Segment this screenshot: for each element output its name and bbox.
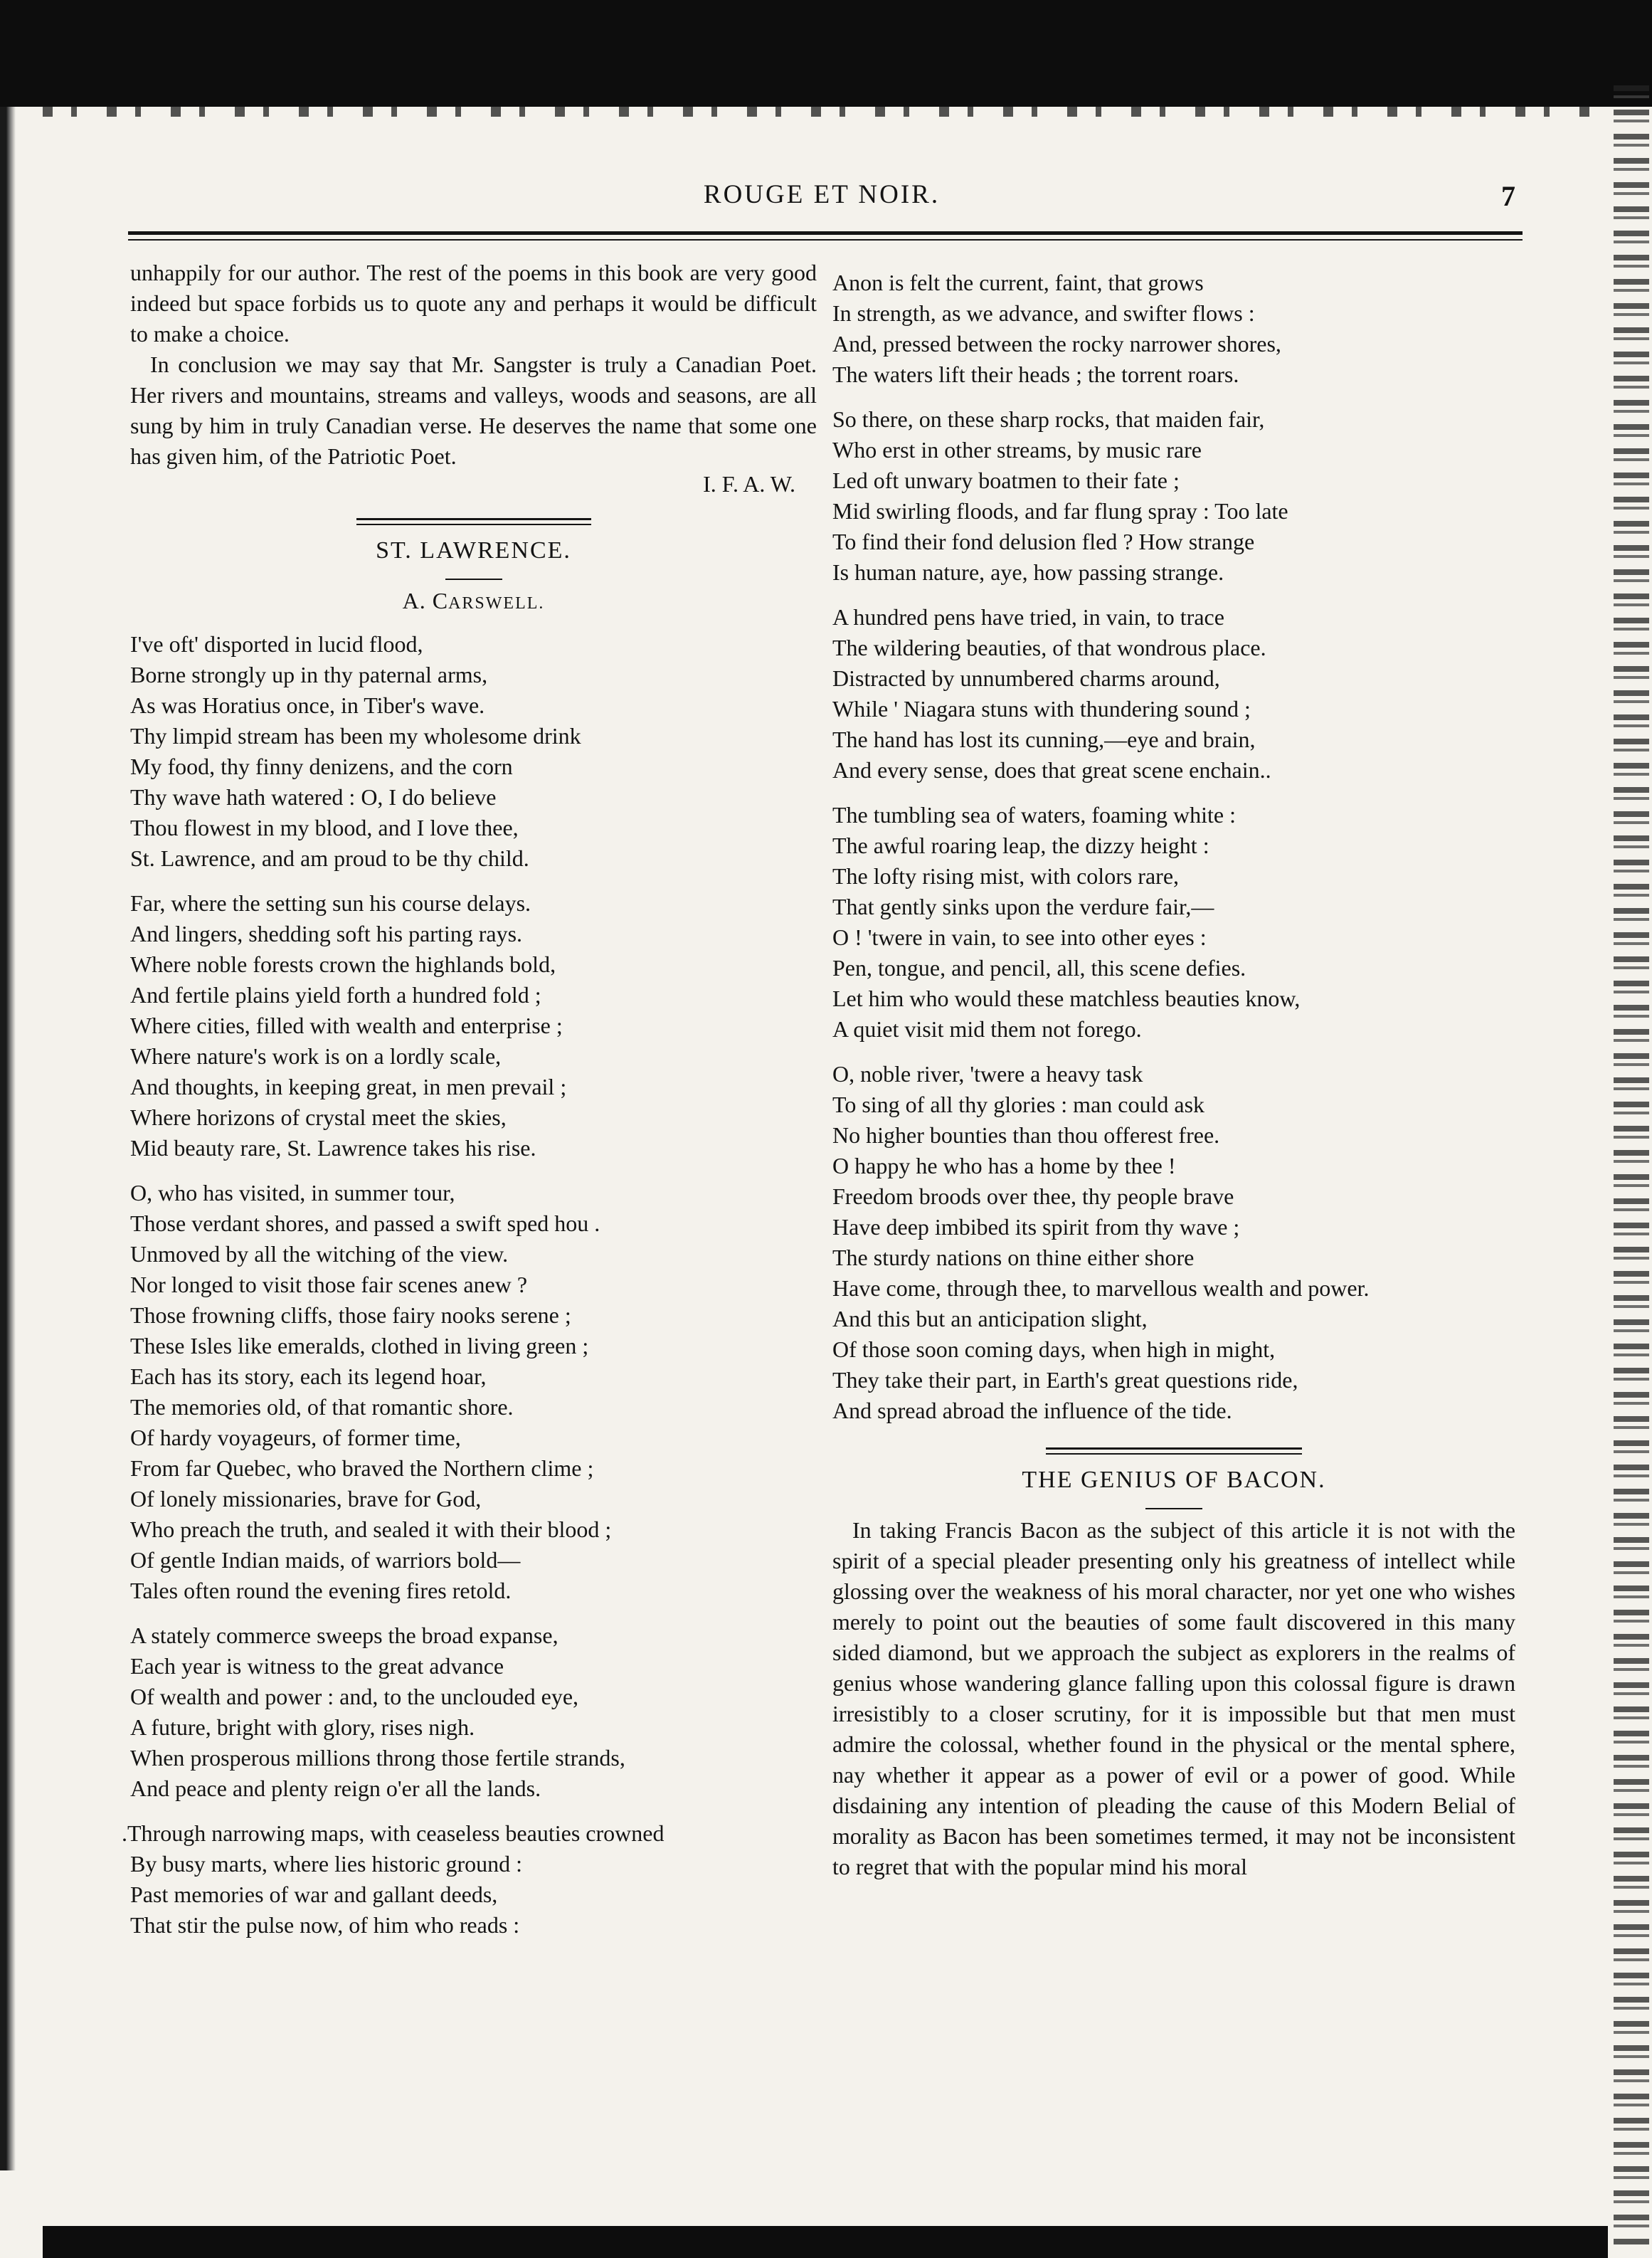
poem-line: Pen, tongue, and pencil, all, this scene defies. <box>832 955 1246 981</box>
scan-border-left <box>0 107 16 2170</box>
poem-line: Past memories of war and gallant deeds, <box>130 1882 498 1907</box>
poem-line: My food, thy finny denizens, and the corn <box>130 754 513 779</box>
poem-line: So there, on these sharp rocks, that maiden fair, <box>832 406 1265 432</box>
poem-line: Nor longed to visit those fair scenes anew ? <box>130 1272 528 1297</box>
section-divider <box>356 518 591 525</box>
poem-line: And every sense, does that great scene enchain.. <box>832 757 1271 783</box>
section-divider <box>1046 1447 1302 1455</box>
poem-body <box>122 629 817 1941</box>
review-signature: I. F. A. W. <box>703 471 795 497</box>
poem-line: Those verdant shores, and passed a swift sped hou . <box>130 1210 600 1236</box>
poem-line: Of wealth and power : and, to the unclouded eye, <box>130 1684 579 1709</box>
header-rule-thick <box>128 231 1523 235</box>
scan-border-right <box>1614 85 1649 2249</box>
poem-line: Borne strongly up in thy paternal arms, <box>130 662 488 687</box>
poem-line: A hundred pens have tried, in vain, to trace <box>832 604 1224 630</box>
poem-line: Of those soon coming days, when high in might, <box>832 1336 1276 1362</box>
poem-stanza <box>832 800 1515 1045</box>
poem-line: Have deep imbibed its spirit from thy wave ; <box>832 1214 1240 1240</box>
poem-line: Thy wave hath watered : O, I do believe <box>130 784 497 810</box>
poem-line: I've oft' disported in lucid flood, <box>130 631 423 657</box>
review-paragraph: In conclusion we may say that Mr. Sangster is truly a Canadian Poet. Her rivers and mountains, streams and valleys, woods and seasons, are all sung by him in truly Canadian verse. He deserves the name that some one has given him, of the Patriotic Poet. <box>130 352 817 469</box>
poem-line: Who erst in other streams, by music rare <box>832 437 1202 463</box>
poem-line: A stately commerce sweeps the broad expanse, <box>130 1623 558 1648</box>
poem-stanza <box>130 629 817 874</box>
scan-border-bottom <box>43 2226 1608 2258</box>
poem-line: Is human nature, aye, how passing strange. <box>832 559 1224 585</box>
poem-line: The memories old, of that romantic shore. <box>130 1394 514 1420</box>
poem-line: That gently sinks upon the verdure fair,— <box>832 894 1214 919</box>
title-rule <box>1145 1508 1202 1509</box>
poem-line: The lofty rising mist, with colors rare, <box>832 863 1180 889</box>
poem-line: O happy he who has a home by thee ! <box>832 1153 1176 1178</box>
poem-stanza <box>122 1818 817 1941</box>
poem-line: To sing of all thy glories : man could ask <box>832 1092 1205 1117</box>
poem-line: They take their part, in Earth's great questions ride, <box>832 1367 1298 1393</box>
poem-stanza <box>130 1178 817 1606</box>
poem-title: ST. LAWRENCE. <box>376 537 571 564</box>
poem-line: Mid swirling floods, and far flung spray : Too late <box>832 498 1288 524</box>
poem-stanza <box>832 602 1515 786</box>
poem-line: Where noble forests crown the highlands bold, <box>130 951 556 977</box>
poem-line: Anon is felt the current, faint, that grows <box>832 270 1204 295</box>
poem-line: The wildering beauties, of that wondrous place. <box>832 635 1266 660</box>
poem-line: Freedom broods over thee, thy people brave <box>832 1183 1234 1209</box>
right-column <box>832 258 1515 1882</box>
poem-stanza <box>832 404 1515 588</box>
author-surname: ARSWELL. <box>448 594 545 613</box>
poem-line: As was Horatius once, in Tiber's wave. <box>130 692 485 718</box>
poem-line: Where nature's work is on a lordly scale, <box>130 1043 502 1069</box>
poem-stanza <box>130 1620 817 1804</box>
page-header <box>128 179 1515 222</box>
poem-line: Where cities, filled with wealth and enterprise ; <box>130 1013 563 1038</box>
poem-line: These Isles like emeralds, clothed in living green ; <box>130 1333 589 1359</box>
poem-line: The tumbling sea of waters, foaming white : <box>832 802 1236 828</box>
poem-line: Let him who would these matchless beauties know, <box>832 986 1301 1011</box>
poem-line: Who preach the truth, and sealed it with their blood ; <box>130 1516 612 1542</box>
poem-line: Each has its story, each its legend hoar, <box>130 1363 487 1389</box>
poem-author <box>130 586 817 619</box>
poem-line: Those frowning cliffs, those fairy nooks serene ; <box>130 1302 571 1328</box>
scan-border-top <box>0 0 1652 107</box>
poem-line: To find their fond delusion fled ? How strange <box>832 529 1255 554</box>
article-title: THE GENIUS OF BACON. <box>1022 1467 1326 1493</box>
poem-line: While ' Niagara stuns with thundering sound ; <box>832 696 1251 722</box>
poem-line: And peace and plenty reign o'er all the lands. <box>130 1776 541 1801</box>
scan-border-top-edge <box>43 107 1608 117</box>
article-paragraph: In taking Francis Bacon as the subject of this article it is not with the spirit of a special pleader presenting only his greatness of intellect while glossing over the weakness of his moral character, nor yet one who wishes merely to point out the beauties of some fault discovered in this many sided diamond, but we approach the subject as explorers in the realms of genius whose wandering glance falling upon this colossal figure is drawn irresistibly to a closer scrutiny, for it is impossible but that men must admire the colossal, whether found in the physical or the mental sphere, nay whether it appear as a power of evil or a power of good. While disdaining any intention of pleading the cause of this Modern Belial of morality as Bacon has been sometimes termed, it may not be inconsistent to regret that with the popular mind his moral <box>832 1517 1515 1879</box>
author-initial: A. C <box>402 588 449 613</box>
poem-stanza <box>832 268 1515 390</box>
poem-line: And fertile plains yield forth a hundred fold ; <box>130 982 541 1008</box>
poem-line: That stir the pulse now, of him who reads : <box>130 1912 520 1938</box>
poem-line: St. Lawrence, and am proud to be thy child. <box>130 845 529 871</box>
poem-continuation <box>832 268 1515 1426</box>
poem-line: Unmoved by all the witching of the view. <box>130 1241 509 1267</box>
poem-line: Thy limpid stream has been my wholesome drink <box>130 723 581 749</box>
poem-line: From far Quebec, who braved the Northern clime ; <box>130 1455 594 1481</box>
poem-line: Distracted by unnumbered charms around, <box>832 665 1220 691</box>
header-rule-thin <box>128 239 1523 241</box>
poem-line: Each year is witness to the great advance <box>130 1653 504 1679</box>
poem-line: By busy marts, where lies historic ground : <box>130 1851 523 1877</box>
running-title: ROUGE ET NOIR. <box>703 180 941 209</box>
poem-line: Tales often round the evening fires retold. <box>130 1578 512 1603</box>
poem-line: And thoughts, in keeping great, in men prevail ; <box>130 1074 567 1099</box>
poem-line: And this but an anticipation slight, <box>832 1306 1148 1331</box>
poem-line: And, pressed between the rocky narrower shores, <box>832 331 1281 357</box>
poem-line: The hand has lost its cunning,—eye and brain, <box>832 727 1256 752</box>
poem-line: When prosperous millions throng those fertile strands, <box>130 1745 625 1771</box>
poem-line: Have come, through thee, to marvellous wealth and power. <box>832 1275 1370 1301</box>
poem-line: In strength, as we advance, and swifter flows : <box>832 300 1255 326</box>
poem-line: Of lonely missionaries, brave for God, <box>130 1486 482 1512</box>
poem-line: Mid beauty rare, St. Lawrence takes his rise. <box>130 1135 536 1161</box>
poem-line: Far, where the setting sun his course delays. <box>130 890 531 916</box>
poem-line: A quiet visit mid them not forego. <box>832 1016 1142 1042</box>
poem-line: .Through narrowing maps, with ceaseless beauties crowned <box>122 1820 664 1846</box>
poem-line: O, who has visited, in summer tour, <box>130 1180 455 1206</box>
poem-line: The waters lift their heads ; the torrent roars. <box>832 362 1239 387</box>
poem-line: Where horizons of crystal meet the skies, <box>130 1104 507 1130</box>
left-column <box>122 258 817 1941</box>
poem-line: A future, bright with glory, rises nigh. <box>130 1714 475 1740</box>
poem-line: The awful roaring leap, the dizzy height : <box>832 833 1209 858</box>
poem-stanza <box>130 888 817 1164</box>
poem-line: The sturdy nations on thine either shore <box>832 1245 1195 1270</box>
page-number: 7 <box>1501 180 1515 212</box>
poem-line: Of gentle Indian maids, of warriors bold— <box>130 1547 521 1573</box>
title-rule <box>445 579 502 580</box>
poem-line: Of hardy voyageurs, of former time, <box>130 1425 461 1450</box>
poem-line: O ! 'twere in vain, to see into other eyes : <box>832 924 1207 950</box>
poem-line: Thou flowest in my blood, and I love thee, <box>130 815 519 840</box>
poem-line: O, noble river, 'twere a heavy task <box>832 1061 1143 1087</box>
poem-line: Led oft unwary boatmen to their fate ; <box>832 468 1180 493</box>
poem-line: And lingers, shedding soft his parting rays. <box>130 921 523 946</box>
poem-line: No higher bounties than thou offerest free. <box>832 1122 1220 1148</box>
poem-line: And spread abroad the influence of the tide. <box>832 1398 1232 1423</box>
review-paragraph: unhappily for our author. The rest of the poems in this book are very good indeed but space forbids us to quote any and perhaps it would be difficult to make a choice. <box>130 260 817 347</box>
poem-stanza <box>832 1059 1515 1426</box>
